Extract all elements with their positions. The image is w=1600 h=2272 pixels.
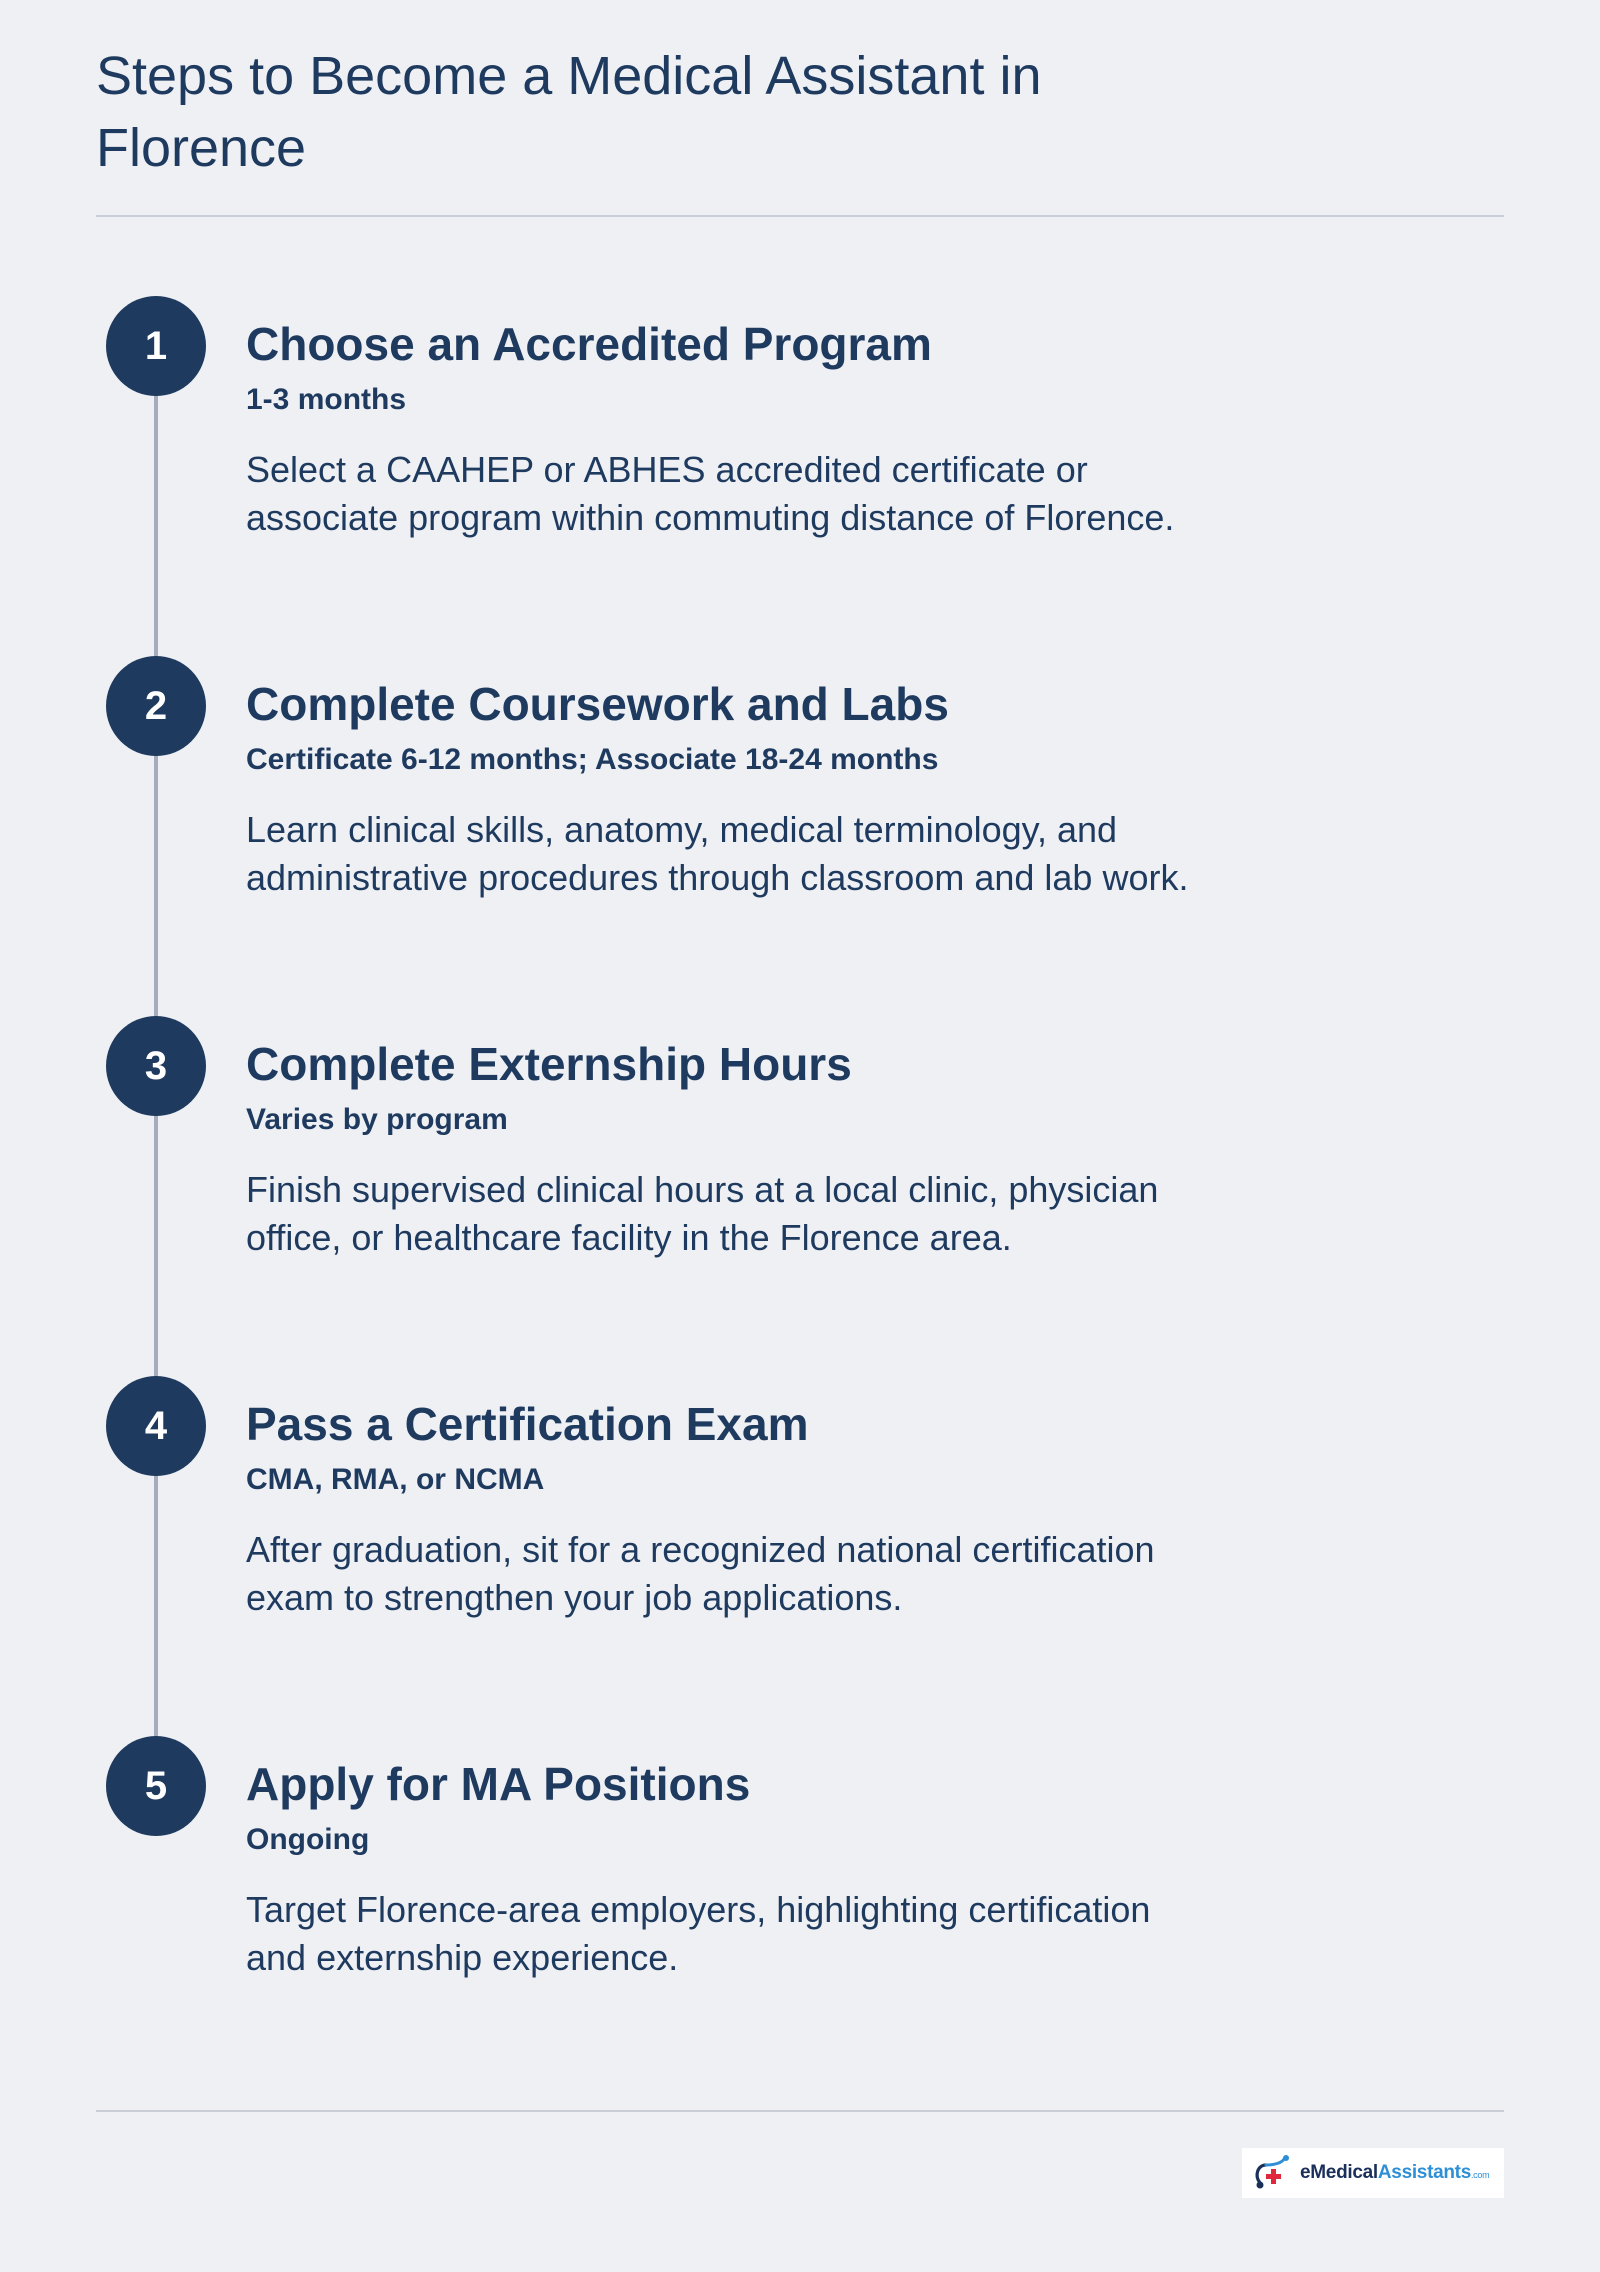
step-title: Choose an Accredited Program xyxy=(246,318,932,370)
step-duration: Certificate 6-12 months; Associate 18-24 months xyxy=(246,743,939,776)
step-number-badge: 1 xyxy=(106,296,206,396)
step-duration: 1-3 months xyxy=(246,383,407,416)
step-number-badge: 3 xyxy=(106,1016,206,1116)
step-title: Complete Coursework and Labs xyxy=(246,678,949,730)
step-duration: Varies by program xyxy=(246,1103,508,1136)
step-duration: CMA, RMA, or NCMA xyxy=(246,1463,545,1496)
step-title: Apply for MA Positions xyxy=(246,1758,751,1810)
emedicalassistants-logo xyxy=(1242,2148,1504,2198)
step-description: After graduation, sit for a recognized national certification exam to strengthen your job applications. xyxy=(246,1529,1155,1618)
step-number-badge: 2 xyxy=(106,656,206,756)
step-description: Learn clinical skills, anatomy, medical terminology, and administrative procedures through classroom and lab work. xyxy=(246,809,1189,898)
step-5 xyxy=(0,1736,1600,2036)
top-divider xyxy=(96,215,1504,217)
step-3 xyxy=(0,1016,1600,1316)
step-4 xyxy=(0,1376,1600,1676)
page-title: Steps to Become a Medical Assistant in Florence xyxy=(96,46,1042,178)
step-title: Complete Externship Hours xyxy=(246,1038,852,1090)
step-1 xyxy=(0,296,1600,596)
step-description: Target Florence-area employers, highlighting certification and externship experience. xyxy=(246,1889,1151,1978)
logo-wordmark: eMedicalAssistants.com xyxy=(1300,2162,1490,2183)
step-duration: Ongoing xyxy=(246,1823,370,1856)
step-2 xyxy=(0,656,1600,956)
bottom-divider xyxy=(96,2110,1504,2112)
step-description: Finish supervised clinical hours at a local clinic, physician office, or healthcare facility in the Florence area. xyxy=(246,1169,1159,1258)
step-title: Pass a Certification Exam xyxy=(246,1398,809,1450)
step-number-badge: 5 xyxy=(106,1736,206,1836)
step-number-badge: 4 xyxy=(106,1376,206,1476)
stethoscope-cross-icon xyxy=(1252,2153,1294,2193)
step-description: Select a CAAHEP or ABHES accredited certificate or associate program within commuting distance of Florence. xyxy=(246,449,1175,538)
